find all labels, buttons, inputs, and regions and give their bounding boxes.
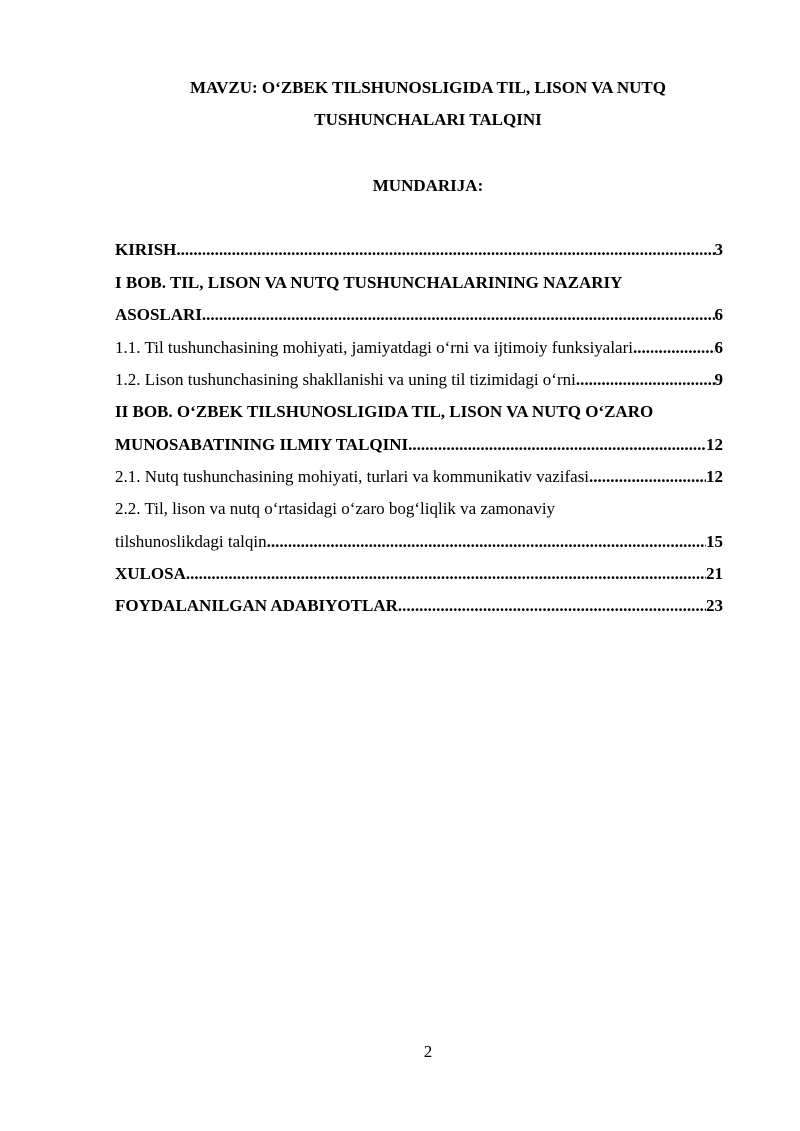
toc-entry-text: MUNOSABATINING ILMIY TALQINI [115,435,409,454]
toc-entry-2-1 [115,461,723,493]
toc-entry-text: FOYDALANILGAN ADABIYOTLAR [115,596,398,615]
toc-page-number: 21 [706,564,723,583]
toc-page-number: 6 [714,305,723,324]
toc-entry-xulosa [115,558,723,590]
toc-entry-bob1-line1: I BOB. TIL, LISON VA NUTQ TUSHUNCHALARINING NAZARIY [115,273,623,292]
toc-leader-dots [202,299,715,331]
toc-page-number: 3 [714,240,723,259]
toc-page-number: 9 [714,370,723,389]
toc-leader-dots [176,234,714,266]
page-number: 2 [423,1042,433,1061]
toc-heading: MUNDARIJA: [372,176,484,195]
toc-page-number: 6 [714,338,723,357]
toc-leader-dots [398,590,706,622]
toc-leader-dots [576,364,715,396]
toc-entry-text: XULOSA [115,564,186,583]
toc-entry-text: tilshunoslikdagi talqin [115,532,267,551]
toc-entry-text: KIRISH [115,240,177,259]
toc-entry-bob1-line2 [115,299,723,331]
toc-entry-text: 1.2. Lison tushunchasining shakllanishi va uning til tizimidagi o‘rni [115,370,576,389]
toc-page-number: 23 [706,596,723,615]
toc-page-number: 15 [706,532,723,551]
toc-entry-1-1 [115,332,723,364]
toc-leader-dots [408,429,706,461]
toc-entry-text: ASOSLARI [115,305,202,324]
toc-entry-kirish [115,234,723,266]
toc-leader-dots [186,558,706,590]
toc-entry-adabiyotlar [115,590,723,622]
toc-entry-text: 2.1. Nutq tushunchasining mohiyati, turlari va kommunikativ vazifasi [115,467,590,486]
toc-entry-bob2-line2 [115,429,723,461]
toc-entry-bob2-line1: II BOB. O‘ZBEK TILSHUNOSLIGIDA TIL, LISON VA NUTQ O‘ZARO [115,402,654,421]
toc-leader-dots [589,461,706,493]
toc-entry-2-2-line1: 2.2. Til, lison va nutq o‘rtasidagi o‘zaro bog‘liqlik va zamonaviy [115,499,556,518]
toc-entry-1-2 [115,364,723,396]
toc-page-number: 12 [706,467,723,486]
toc-leader-dots [633,332,715,364]
toc-page-number: 12 [706,435,723,454]
toc-entry-2-2-line2 [115,526,723,558]
toc-leader-dots [267,526,706,558]
toc-entry-text: 1.1. Til tushunchasining mohiyati, jamiyatdagi o‘rni va ijtimoiy funksiyalari [115,338,633,357]
document-title-line-2: TUSHUNCHALARI TALQINI [314,110,542,129]
document-title-line-1: MAVZU: O‘ZBEK TILSHUNOSLIGIDA TIL, LISON VA NUTQ [190,78,666,97]
